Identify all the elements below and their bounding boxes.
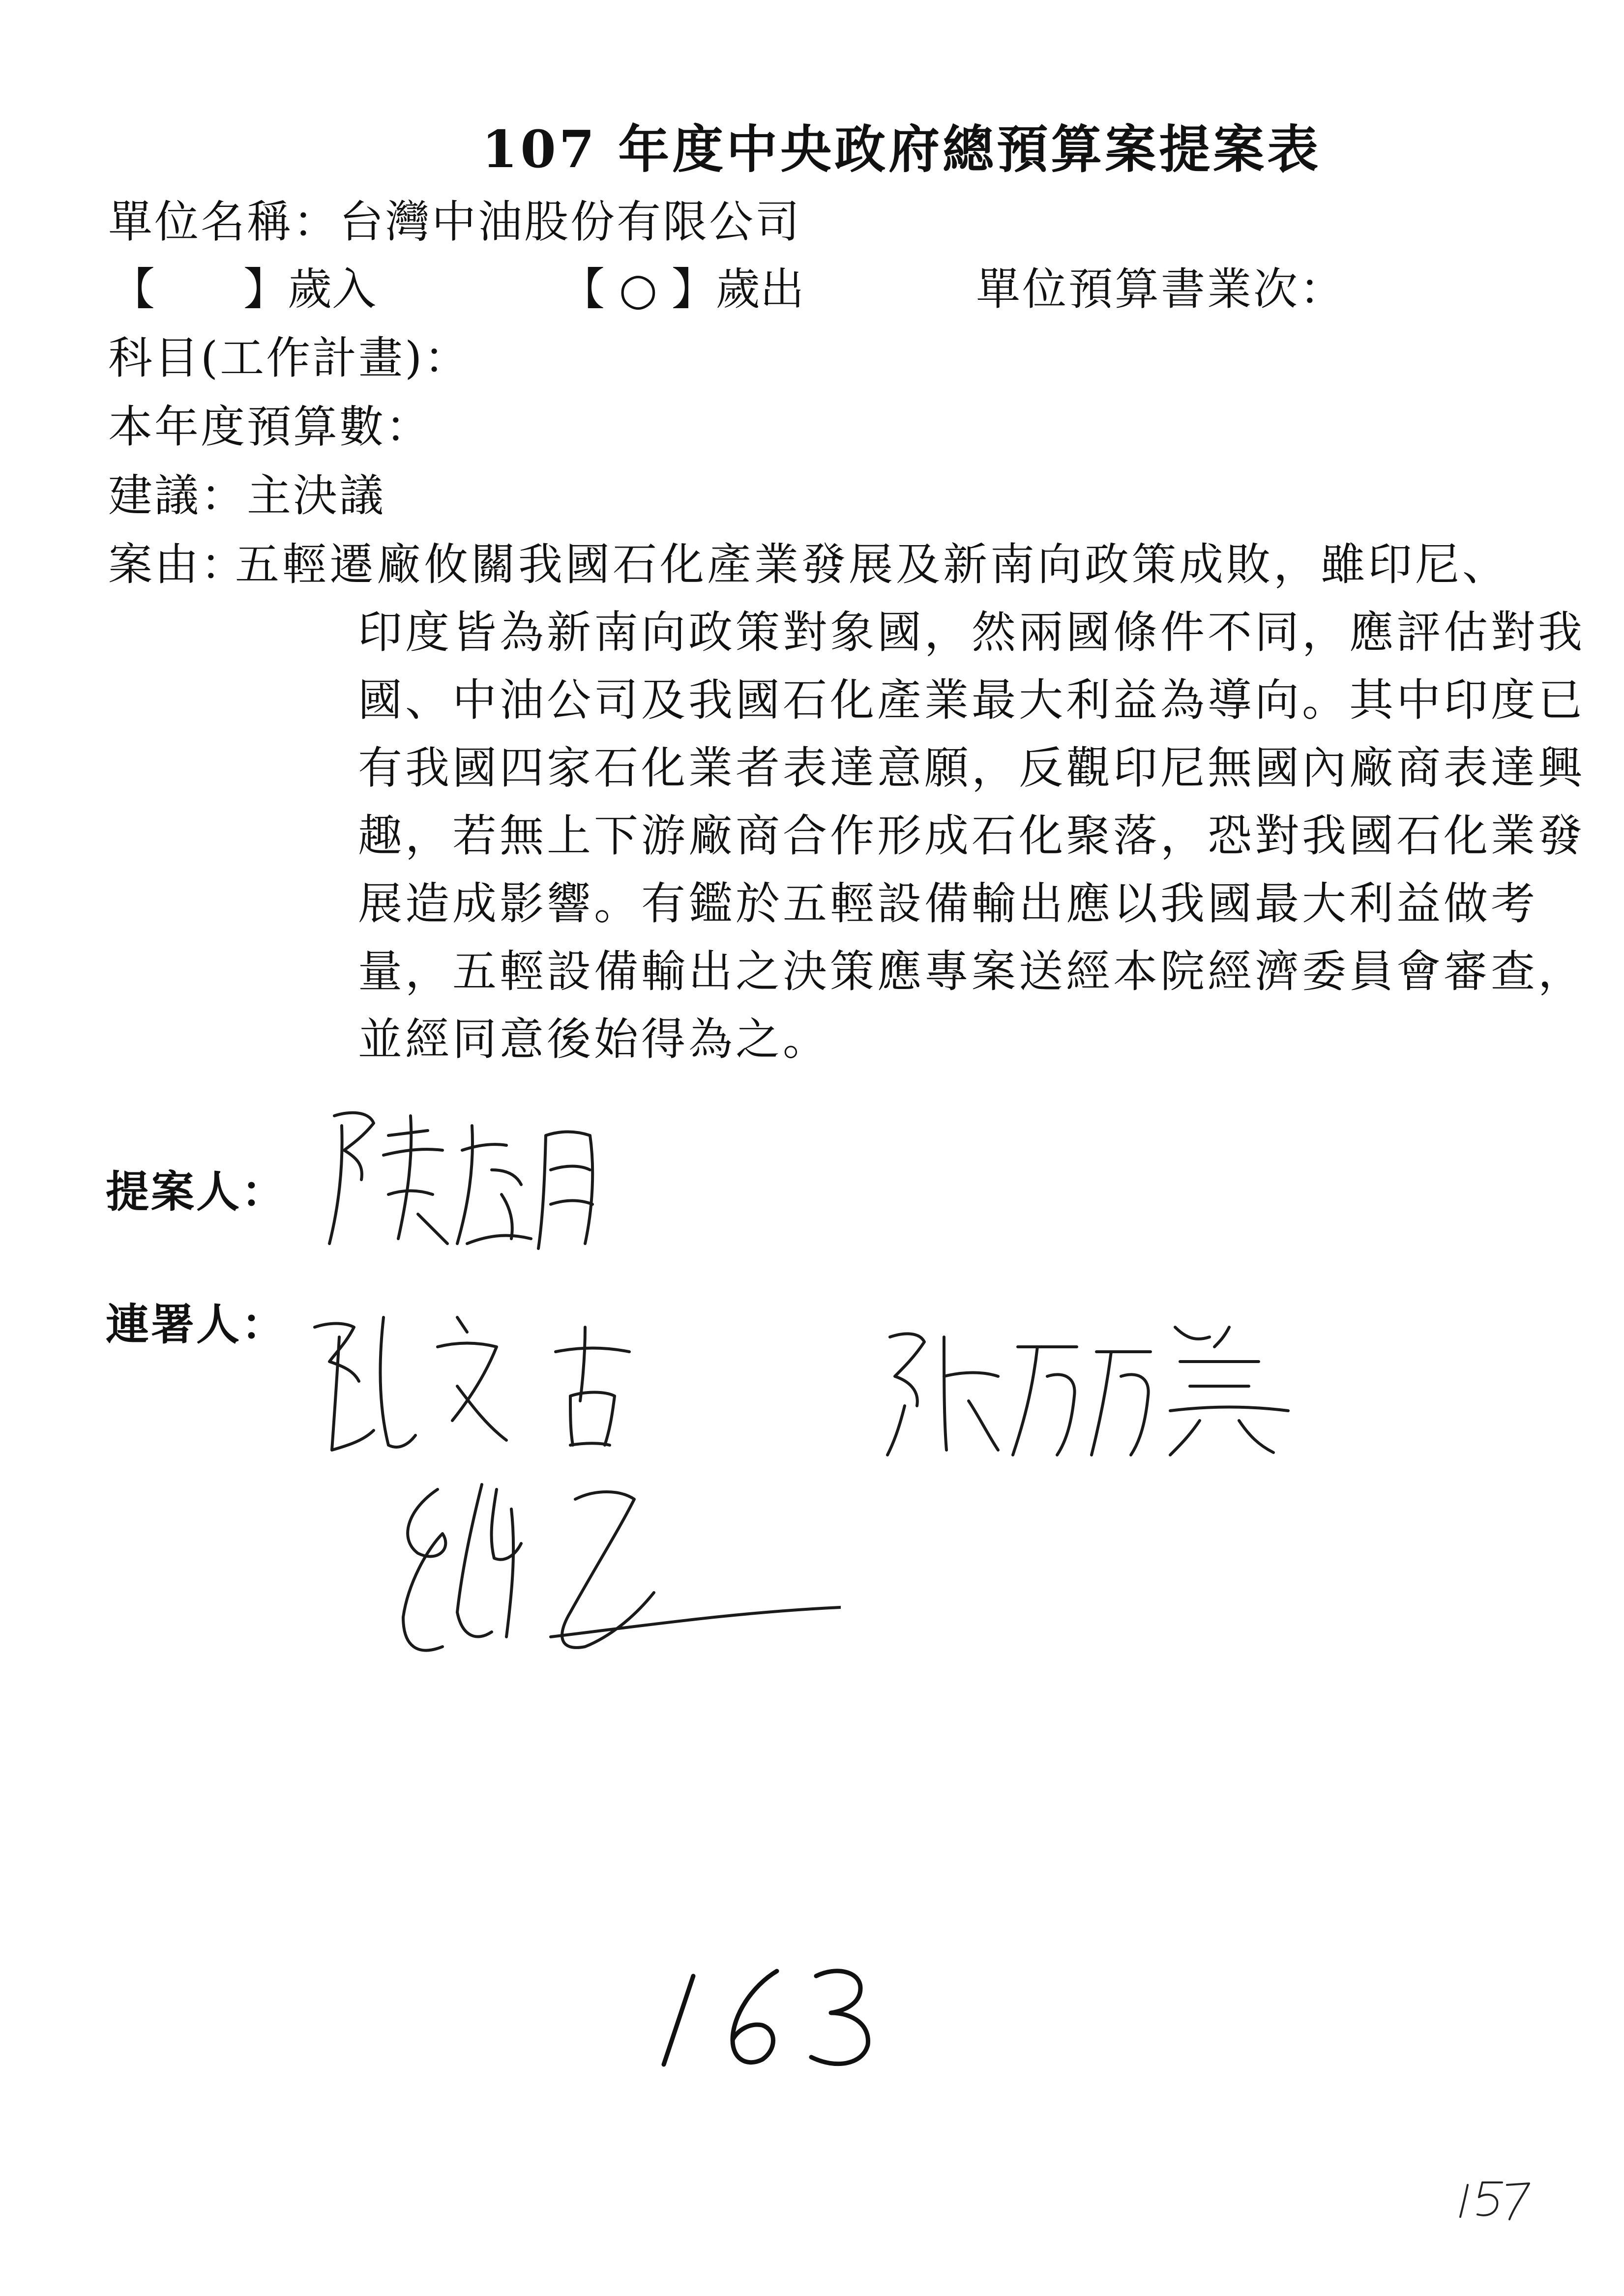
reason-line: 趣，若無上下游廠商合作形成石化聚落，恐對我國石化業發 (358, 810, 1585, 862)
proposer-label: 提案人： (106, 1166, 287, 1217)
document-title: 107 年度中央政府總預算案提案表 (482, 119, 1322, 179)
cosigner-signature-1 (310, 1298, 703, 1460)
reason-line: 有我國四家石化業者表達意願，反觀印尼無國內廠商表達興 (358, 742, 1585, 794)
reason-line: 並經同意後始得為之。 (358, 1014, 830, 1065)
corner-page-number (1455, 2178, 1534, 2224)
handwritten-page-number (654, 1956, 890, 2076)
cosigner-signature-2 (875, 1308, 1298, 1460)
reason-line: 展造成影響。有鑑於五輕設備輸出應以我國最大利益做考 (358, 878, 1538, 930)
cosigner-label: 連署人： (106, 1299, 287, 1350)
cosigner-signature-3 (388, 1470, 841, 1666)
subject-label: 科目(工作計畫)： (108, 332, 471, 384)
proposer-signature (315, 1096, 620, 1258)
suggestion-label: 建議： (108, 470, 247, 522)
unit-name-label: 單位名稱： (108, 196, 339, 248)
reason-body (235, 531, 1624, 1074)
suggestion-value: 主決議 (247, 470, 385, 522)
reason-line: 印度皆為新南向政策對象國，然兩國條件不同，應評估對我 (358, 607, 1585, 658)
reason-line: 五輕遷廠攸關我國石化產業發展及新南向政策成敗，雖印尼、 (235, 539, 1509, 590)
revenue-checkbox: 【 】歲入 (111, 263, 376, 315)
budget-book-label: 單位預算書業次： (976, 263, 1346, 315)
reason-line: 量，五輕設備輸出之決策應專案送經本院經濟委員會審查， (358, 946, 1585, 997)
suggestion-row (108, 460, 385, 523)
handwritten-page-number-text (654, 1956, 655, 1957)
current-budget-label: 本年度預算數： (108, 401, 432, 453)
reason-line: 國、中油公司及我國石化產業最大利益為導向。其中印度已 (358, 674, 1585, 726)
unit-name-row (108, 186, 801, 250)
unit-name-value: 台灣中油股份有限公司 (339, 196, 801, 248)
reason-label: 案由： (108, 539, 247, 590)
expenditure-checkbox: 【 ○ 】歲出 (561, 263, 804, 315)
